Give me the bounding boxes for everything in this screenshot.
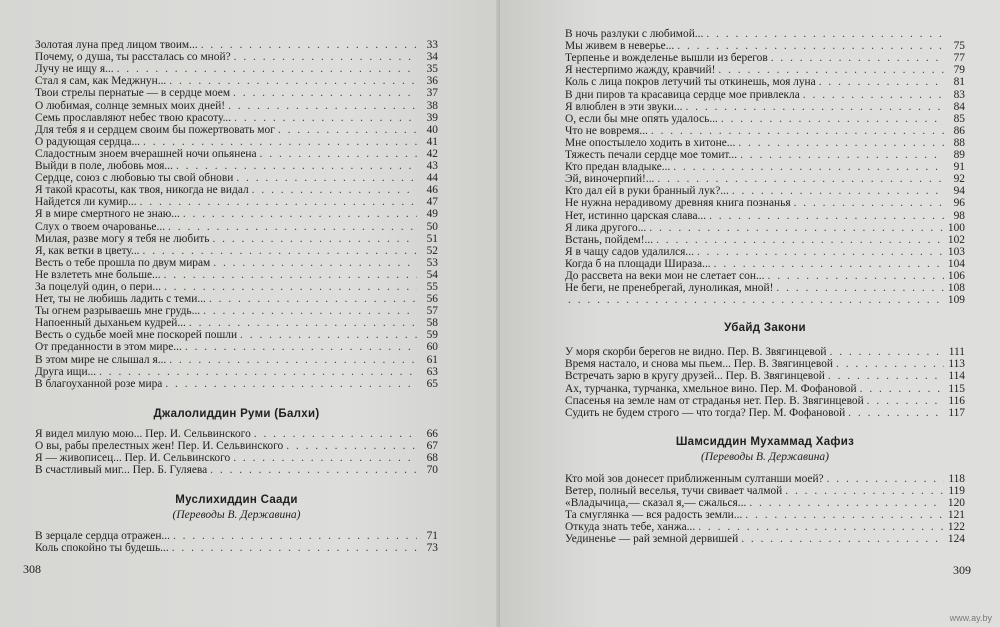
toc-entry <box>35 220 438 232</box>
toc-entry-page: 67 <box>426 439 438 452</box>
toc-entry-page: 46 <box>426 184 438 197</box>
toc-entry-title: Терпенье и вожделенье вышли из берегов <box>565 52 768 65</box>
toc-entry-title: Не взлететь мне больше... <box>35 268 161 281</box>
left-toc-column <box>35 39 438 554</box>
section-subheading-saadi: (Переводы В. Державина) <box>172 509 301 522</box>
toc-leader-dots <box>260 148 417 160</box>
toc-entry <box>35 378 438 390</box>
toc-entry-title: Найдется ли кумир... <box>35 196 137 209</box>
toc-entry-page: 57 <box>426 305 438 318</box>
toc-entry <box>35 184 438 196</box>
toc-entry-title: Мы живем в неверье... <box>565 40 675 53</box>
toc-entry <box>565 282 965 294</box>
toc-entry-title: Уединенье — рай земной дервишей <box>565 533 739 546</box>
toc-entry-title: Коль спокойно ты будешь... <box>35 542 169 555</box>
toc-leader-dots <box>203 305 417 317</box>
toc-entry-page: 77 <box>953 52 965 65</box>
right-entry-list <box>565 28 965 306</box>
toc-leader-dots <box>234 51 417 63</box>
toc-entry-page: 60 <box>426 341 438 354</box>
toc-entry-page: 81 <box>953 76 965 89</box>
toc-leader-dots <box>236 172 417 184</box>
toc-entry-title: В благоуханной розе мира <box>35 377 163 390</box>
toc-leader-dots <box>721 113 944 125</box>
toc-entry <box>35 464 438 476</box>
toc-leader-dots <box>189 317 417 329</box>
toc-entry-page: 111 <box>948 346 965 359</box>
toc-entry-title: Когда б на площади Шираза... <box>565 257 711 270</box>
toc-entry-title: Я влюблен в эти звуки... <box>565 100 683 113</box>
toc-leader-dots <box>185 341 417 353</box>
toc-entry-title: Я, как ветки в цвету... <box>35 244 140 257</box>
toc-leader-dots <box>745 509 944 521</box>
toc-entry-page: 86 <box>953 124 965 137</box>
toc-leader-dots <box>252 184 417 196</box>
toc-entry-page: 106 <box>947 269 965 282</box>
toc-entry-title: Золотая луна пред лицом твоим... <box>35 39 198 52</box>
toc-entry <box>565 509 965 521</box>
toc-entry-title: Эй, виночерпий!... <box>565 173 655 186</box>
toc-entry-title: От преданности в этом мире... <box>35 341 182 354</box>
toc-entry-page: 92 <box>953 173 965 186</box>
toc-entry-title: Откуда знать тебе, ханжа... <box>565 521 696 534</box>
toc-entry-title: Время настало, и снова мы пьем... Пер. В. Звягинцевой <box>565 358 834 371</box>
toc-entry <box>35 39 438 51</box>
toc-entry-page: 59 <box>426 329 438 342</box>
toc-leader-dots <box>827 473 944 485</box>
toc-leader-dots <box>830 346 945 358</box>
toc-entry <box>565 407 965 419</box>
toc-leader-dots <box>656 234 944 246</box>
toc-entry <box>565 64 965 76</box>
toc-leader-dots <box>233 87 417 99</box>
toc-entry-title: О радующая сердца... <box>35 135 141 148</box>
toc-entry <box>565 346 965 358</box>
toc-entry <box>565 521 965 533</box>
toc-leader-dots <box>860 383 944 395</box>
toc-leader-dots <box>732 185 944 197</box>
toc-entry <box>35 63 438 75</box>
section-heading-rumi: Джалолиддин Руми (Балхи) <box>153 407 320 420</box>
toc-entry <box>35 99 438 111</box>
toc-entry-title: Кто предан владыке... <box>565 161 671 174</box>
toc-entry-title: Ах, турчанка, турчанка, хмельное вино. Пер. М. Фофановой <box>565 382 857 395</box>
toc-entry <box>35 293 438 305</box>
toc-leader-dots <box>173 530 417 542</box>
left-entry-list <box>35 39 438 390</box>
toc-leader-dots <box>164 269 417 281</box>
toc-entry-page: 109 <box>947 294 965 307</box>
toc-entry <box>35 269 438 281</box>
toc-entry <box>565 28 965 40</box>
toc-entry-page: 121 <box>947 509 965 522</box>
toc-entry-title: В зерцале сердца отражен... <box>35 530 170 543</box>
toc-leader-dots <box>210 464 417 476</box>
toc-entry <box>35 281 438 293</box>
toc-entry-page: 115 <box>948 382 965 395</box>
toc-entry-title: В счастливый миг... Пер. Б. Гуляева <box>35 464 208 477</box>
toc-entry <box>565 101 965 113</box>
toc-entry <box>565 358 965 370</box>
toc-entry-title: Кто дал ей в руки бранный лук?... <box>565 185 729 198</box>
toc-entry-title: Весть о тебе прошла по двум мирам <box>35 256 211 269</box>
toc-leader-dots <box>278 124 417 136</box>
toc-entry <box>35 257 438 269</box>
toc-entry <box>565 395 965 407</box>
toc-entry-title: О любимая, солнце земных моих дней! <box>35 99 226 112</box>
toc-entry-page: 33 <box>426 39 438 52</box>
toc-entry-page: 118 <box>948 472 965 485</box>
toc-entry-page: 102 <box>947 233 965 246</box>
toc-entry <box>565 270 965 282</box>
toc-entry-title: Та смуглянка — вся радость земли... <box>565 509 743 522</box>
toc-leader-dots <box>867 395 944 407</box>
toc-entry <box>565 52 965 64</box>
toc-entry-page: 71 <box>426 530 438 543</box>
toc-entry <box>35 172 438 184</box>
toc-entry-title: Коль с лица покров летучий ты откинешь, моя луна <box>565 76 816 89</box>
toc-entry <box>35 233 438 245</box>
toc-entry-title: Сладостным зноем вчерашней ночи опьянена <box>35 147 257 160</box>
toc-entry-page: 36 <box>426 75 438 88</box>
toc-entry <box>35 329 438 341</box>
toc-leader-dots <box>568 294 944 306</box>
toc-entry-page: 56 <box>426 293 438 306</box>
toc-entry <box>35 245 438 257</box>
toc-entry <box>565 246 965 258</box>
toc-entry-page: 41 <box>426 135 438 148</box>
toc-entry-title: Не нужна нерадивому древняя книга познанья <box>565 197 791 210</box>
toc-entry <box>565 197 965 209</box>
toc-entry-page: 103 <box>947 245 965 258</box>
toc-leader-dots <box>738 137 944 149</box>
toc-leader-dots <box>673 161 944 173</box>
toc-entry <box>35 136 438 148</box>
toc-entry <box>35 530 438 542</box>
toc-leader-dots <box>254 428 417 440</box>
toc-entry-title: О, если бы мне опять удалось... <box>565 112 718 125</box>
toc-leader-dots <box>213 257 417 269</box>
toc-leader-dots <box>718 64 944 76</box>
toc-entry-title: О вы, рабы прелестных жен! Пер. И. Сельвинского <box>35 439 284 452</box>
toc-entry <box>35 51 438 63</box>
toc-leader-dots <box>164 281 417 293</box>
section-heading-zakoni: Убайд Закони <box>724 322 806 335</box>
toc-entry-title: Напоенный дыханьем кудрей... <box>35 317 186 330</box>
toc-entry-title: Спасенья на земле нам от страданья нет. Пер. В. Звягинцевой <box>565 394 864 407</box>
toc-entry <box>35 452 438 464</box>
toc-entry-page: 43 <box>426 160 438 173</box>
toc-entry-title: За поцелуй один, о пери... <box>35 280 161 293</box>
toc-leader-dots <box>706 28 944 40</box>
toc-leader-dots <box>286 440 417 452</box>
toc-leader-dots <box>209 293 417 305</box>
toc-entry-page: 73 <box>426 542 438 555</box>
toc-leader-dots <box>819 76 944 88</box>
toc-entry-page: 89 <box>953 149 965 162</box>
toc-entry-page: 70 <box>426 464 438 477</box>
saadi-entry-list <box>35 530 438 554</box>
toc-entry-title: Что не вовремя... <box>565 124 648 137</box>
toc-entry <box>565 209 965 221</box>
toc-leader-dots <box>685 101 944 113</box>
toc-entry <box>35 196 438 208</box>
toc-entry <box>35 341 438 353</box>
toc-leader-dots <box>117 63 417 75</box>
page-number-right: 309 <box>953 563 971 577</box>
toc-entry-title: Для тебя я и сердцем своим бы пожертвовать мог <box>35 123 275 136</box>
toc-entry-title: Я видел милую мою... Пер. И. Сельвинского <box>35 427 251 440</box>
toc-entry <box>565 294 965 306</box>
toc-leader-dots <box>183 208 417 220</box>
hafiz-entry-list <box>565 473 965 546</box>
toc-entry-page: 79 <box>953 64 965 77</box>
toc-entry-title: Друга ищи... <box>35 365 97 378</box>
toc-entry-title: Я в мире смертного не знаю... <box>35 208 180 221</box>
watermark-text: www.ay.by <box>949 613 992 623</box>
toc-entry <box>35 148 438 160</box>
toc-leader-dots <box>172 542 417 554</box>
toc-entry-title: Я такой красоты, как твоя, никогда не видал <box>35 184 249 197</box>
toc-entry-page: 55 <box>426 280 438 293</box>
toc-entry-title: Судить не будем строго — что тогда? Пер. М. Фофановой <box>565 406 846 419</box>
toc-entry <box>35 353 438 365</box>
toc-entry-page: 120 <box>947 497 965 509</box>
toc-entry-page: 113 <box>948 358 965 371</box>
toc-entry-title: Твои стрелы пернатые — в сердце моем <box>35 87 231 100</box>
toc-entry-page: 37 <box>426 87 438 100</box>
toc-entry-page: 66 <box>426 427 438 440</box>
toc-entry <box>565 497 965 509</box>
toc-entry-page: 44 <box>426 172 438 185</box>
toc-entry-title: Выйди в поле, любовь моя... <box>35 160 173 173</box>
toc-leader-dots <box>848 407 944 419</box>
toc-entry <box>565 473 965 485</box>
toc-entry-title: Тяжесть печали сердце мое томит... <box>565 149 738 162</box>
toc-entry-page: 85 <box>953 112 965 125</box>
toc-leader-dots <box>165 378 417 390</box>
toc-entry-page: 124 <box>947 533 965 546</box>
toc-entry <box>35 208 438 220</box>
toc-entry <box>35 112 438 124</box>
toc-entry-title: Ты огнем разрываешь мне грудь... <box>35 305 201 318</box>
toc-leader-dots <box>234 112 417 124</box>
toc-leader-dots <box>776 282 944 294</box>
toc-entry <box>35 75 438 87</box>
toc-entry-page: 58 <box>426 317 438 330</box>
toc-entry-page: 91 <box>953 161 965 174</box>
toc-entry-title: Сердце, союз с любовью ты свой обнови <box>35 172 234 185</box>
toc-leader-dots <box>228 100 417 112</box>
toc-entry-page: 54 <box>426 268 438 281</box>
toc-leader-dots <box>233 452 417 464</box>
toc-entry-title: Не беги, не пренебрегай, луноликая, мной! <box>565 282 774 295</box>
toc-entry-title: В ночь разлуки с любимой... <box>565 28 704 41</box>
toc-entry-page: 116 <box>948 394 965 407</box>
toc-entry-title: Кто мой зов донесет приближенным султанши моей? <box>565 472 824 485</box>
toc-entry-title: Семь прославляют небес твою красоту... <box>35 111 232 124</box>
toc-entry <box>565 222 965 234</box>
toc-leader-dots <box>698 521 944 533</box>
toc-leader-dots <box>168 221 417 233</box>
toc-entry-page: 49 <box>426 208 438 221</box>
toc-entry <box>35 124 438 136</box>
toc-entry-page: 38 <box>426 99 438 112</box>
toc-entry-page: 88 <box>953 136 965 149</box>
toc-entry-page: 39 <box>426 111 438 124</box>
toc-entry <box>35 366 438 378</box>
toc-entry-page: 94 <box>953 185 965 198</box>
toc-entry-page: 63 <box>426 365 438 378</box>
toc-entry-page: 40 <box>426 123 438 136</box>
toc-leader-dots <box>794 197 944 209</box>
toc-entry-title: Я — живописец... Пер. И. Сельвинского <box>35 452 231 464</box>
toc-leader-dots <box>212 233 417 245</box>
toc-leader-dots <box>677 40 944 52</box>
toc-entry-page: 52 <box>426 244 438 257</box>
toc-entry-title: Весть о судьбе моей мне поскорей пошли <box>35 329 238 342</box>
toc-entry-page: 47 <box>426 196 438 209</box>
toc-entry <box>35 542 438 554</box>
toc-entry-title: Мне опостылело ходить в хитоне... <box>565 136 736 149</box>
toc-entry-page: 114 <box>948 370 965 383</box>
toc-entry-page: 108 <box>947 282 965 295</box>
toc-entry-page: 119 <box>948 484 965 497</box>
toc-entry <box>565 76 965 88</box>
toc-entry <box>565 370 965 382</box>
toc-entry <box>35 87 438 99</box>
right-toc-column <box>565 28 965 545</box>
toc-leader-dots <box>836 358 944 370</box>
toc-leader-dots <box>201 39 417 51</box>
toc-entry-page: 100 <box>947 221 965 234</box>
toc-leader-dots <box>828 370 944 382</box>
toc-leader-dots <box>768 270 945 282</box>
page-number-left: 308 <box>23 562 41 576</box>
toc-entry-title: Стал я сам, как Меджнун... <box>35 75 167 88</box>
toc-entry-title: До рассвета на веки мои не слетает сон... <box>565 269 765 282</box>
toc-entry-title: «Владычица,— сказал я,— сжалься... <box>565 497 747 509</box>
toc-leader-dots <box>657 173 944 185</box>
toc-entry-title: Нет, ты не любишь ладить с теми... <box>35 293 206 306</box>
toc-entry-page: 42 <box>426 147 438 160</box>
toc-entry-title: Почему, о душа, ты рассталась со мной? <box>35 51 231 64</box>
toc-leader-dots <box>714 258 944 270</box>
toc-entry-page: 98 <box>953 209 965 222</box>
toc-entry-title: Нет, истинно царская слава... <box>565 209 707 222</box>
toc-leader-dots <box>176 160 417 172</box>
toc-entry <box>565 173 965 185</box>
toc-entry-page: 34 <box>426 51 438 64</box>
toc-entry-page: 53 <box>426 256 438 269</box>
toc-entry <box>565 533 965 545</box>
section-subheading-hafiz: (Переводы В. Державина) <box>701 450 829 463</box>
toc-entry <box>565 40 965 52</box>
toc-entry <box>565 258 965 270</box>
toc-leader-dots <box>740 149 944 161</box>
toc-entry <box>565 234 965 246</box>
toc-entry <box>35 440 438 452</box>
toc-entry <box>565 113 965 125</box>
section-heading-hafiz: Шамсиддин Мухаммад Хафиз <box>675 435 855 448</box>
toc-entry-page: 35 <box>426 63 438 76</box>
toc-entry-page: 61 <box>426 353 438 366</box>
toc-entry-page: 75 <box>953 40 965 53</box>
toc-leader-dots <box>169 75 417 87</box>
toc-entry-title: Милая, разве могу я тебя не любить <box>35 232 210 245</box>
toc-entry-title: Ветер, полный веселья, тучи свивает чалмой <box>565 484 783 497</box>
toc-entry-page: 104 <box>947 257 965 270</box>
toc-leader-dots <box>651 125 944 137</box>
toc-leader-dots <box>143 136 417 148</box>
toc-entry-title: В дни пиров та красавица сердце мое привлекла <box>565 88 800 101</box>
toc-entry-title: Я нестерпимо жажду, кравчий! <box>565 64 716 77</box>
toc-leader-dots <box>741 533 944 545</box>
toc-entry-title: Я лика другого... <box>565 221 647 234</box>
toc-entry <box>35 160 438 172</box>
toc-leader-dots <box>143 245 417 257</box>
toc-entry <box>565 125 965 137</box>
toc-entry-title: Слух о твоем очарованье... <box>35 220 166 233</box>
toc-entry-title: В этом мире не слышал я... <box>35 353 167 366</box>
toc-leader-dots <box>240 329 417 341</box>
zakoni-entry-list <box>565 346 965 419</box>
toc-entry-title: Встречать зарю в кругу друзей... Пер. В. Звягинцевой <box>565 370 825 383</box>
toc-entry-page: 68 <box>426 452 438 464</box>
toc-leader-dots <box>803 89 944 101</box>
toc-entry-page: 51 <box>426 232 438 245</box>
toc-entry <box>35 317 438 329</box>
toc-leader-dots <box>169 354 417 366</box>
toc-entry-page: 84 <box>953 100 965 113</box>
toc-entry <box>565 149 965 161</box>
toc-leader-dots <box>709 210 944 222</box>
toc-entry-page: 83 <box>953 88 965 101</box>
toc-leader-dots <box>697 246 944 258</box>
toc-entry <box>565 88 965 100</box>
toc-entry-title: Лучу не ищу я... <box>35 63 114 76</box>
toc-entry-title: Встань, пойдем!... <box>565 233 654 246</box>
toc-entry-page: 50 <box>426 220 438 233</box>
toc-entry <box>565 382 965 394</box>
rumi-entry-list <box>35 428 438 476</box>
toc-leader-dots <box>649 222 944 234</box>
toc-leader-dots <box>771 52 944 64</box>
toc-entry-page: 65 <box>426 377 438 390</box>
toc-leader-dots <box>140 196 417 208</box>
toc-entry-page: 117 <box>948 406 965 419</box>
toc-entry <box>565 485 965 497</box>
toc-leader-dots <box>785 485 944 497</box>
toc-leader-dots <box>749 497 944 509</box>
toc-leader-dots <box>99 366 417 378</box>
toc-entry-title: У моря скорби берегов не видно. Пер. В. Звягинцевой <box>565 346 827 359</box>
toc-entry <box>35 428 438 440</box>
toc-entry <box>35 305 438 317</box>
toc-entry-page: 122 <box>947 521 965 534</box>
section-heading-saadi: Муслихиддин Саади <box>175 494 298 507</box>
toc-entry <box>565 185 965 197</box>
toc-entry-page: 96 <box>953 197 965 210</box>
toc-entry <box>565 137 965 149</box>
toc-entry <box>565 161 965 173</box>
toc-entry-title: Я в чащу садов удалился... <box>565 245 694 258</box>
